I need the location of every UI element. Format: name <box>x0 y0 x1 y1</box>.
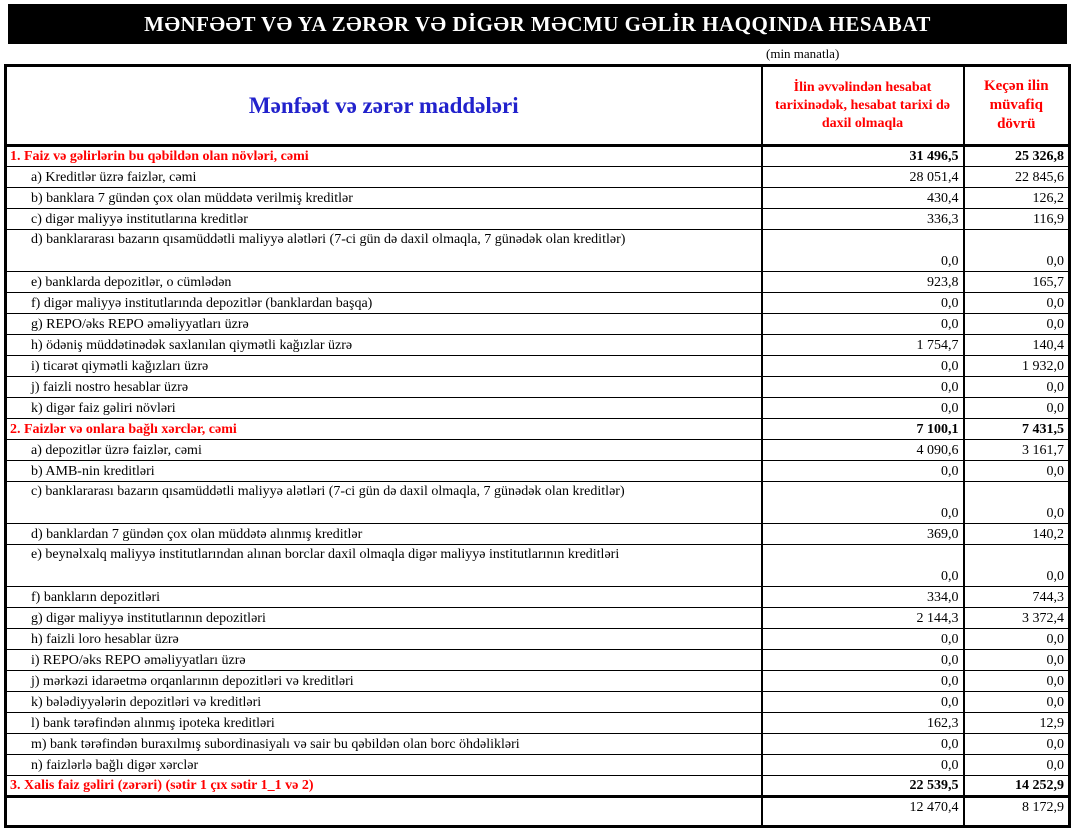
row-label: n) faizlərlə bağlı digər xərclər <box>6 755 762 776</box>
table-row <box>6 650 1070 671</box>
row-value-current-period: 22 539,5 <box>762 776 964 797</box>
table-row <box>6 272 1070 293</box>
row-label: 3. Xalis faiz gəliri (zərəri) (sətir 1 çıx sətir 1_1 və 2) <box>6 776 762 797</box>
row-label: j) faizli nostro hesablar üzrə <box>6 377 762 398</box>
table-row <box>6 671 1070 692</box>
table-row <box>6 482 1070 524</box>
row-value-previous-period: 0,0 <box>964 650 1070 671</box>
table-row <box>6 293 1070 314</box>
row-value-previous-period: 1 932,0 <box>964 356 1070 377</box>
row-label: c) digər maliyyə institutlarına kreditlər <box>6 209 762 230</box>
row-value-current-period: 0,0 <box>762 293 964 314</box>
row-value-current-period: 0,0 <box>762 650 964 671</box>
row-value-previous-period: 126,2 <box>964 188 1070 209</box>
table-row <box>6 608 1070 629</box>
report-title: MƏNFƏƏT VƏ YA ZƏRƏR VƏ DİGƏR MƏCMU GƏLİR HAQQINDA HESABAT <box>8 4 1067 44</box>
row-value-previous-period: 3 372,4 <box>964 608 1070 629</box>
row-value-previous-period: 0,0 <box>964 545 1070 587</box>
row-value-previous-period: 25 326,8 <box>964 146 1070 167</box>
column-header-previous-period: Keçən ilin müvafiq dövrü <box>964 66 1070 146</box>
row-label: a) depozitlər üzrə faizlər, cəmi <box>6 440 762 461</box>
row-value-current-period: 336,3 <box>762 209 964 230</box>
table-row <box>6 524 1070 545</box>
row-label: h) ödəniş müddətinədək saxlanılan qiymətli kağızlar üzrə <box>6 335 762 356</box>
table-row <box>6 587 1070 608</box>
row-value-current-period: 7 100,1 <box>762 419 964 440</box>
row-value-current-period: 334,0 <box>762 587 964 608</box>
row-value-current-period: 430,4 <box>762 188 964 209</box>
table-row <box>6 377 1070 398</box>
row-label: k) bələdiyyələrin depozitləri və kreditləri <box>6 692 762 713</box>
row-label: f) digər maliyyə institutlarında depozitlər (banklardan başqa) <box>6 293 762 314</box>
row-value-previous-period: 0,0 <box>964 629 1070 650</box>
row-value-current-period: 2 144,3 <box>762 608 964 629</box>
row-label: a) Kreditlər üzrə faizlər, cəmi <box>6 167 762 188</box>
row-value-previous-period: 0,0 <box>964 461 1070 482</box>
row-value-current-period: 0,0 <box>762 461 964 482</box>
row-value-current-period: 0,0 <box>762 482 964 524</box>
row-value-current-period: 0,0 <box>762 356 964 377</box>
row-label: b) AMB-nin kreditləri <box>6 461 762 482</box>
table-row <box>6 776 1070 797</box>
row-value-previous-period: 0,0 <box>964 671 1070 692</box>
row-value-previous-period: 140,2 <box>964 524 1070 545</box>
table-row <box>6 419 1070 440</box>
row-value-previous-period: 8 172,9 <box>964 797 1070 827</box>
row-value-previous-period: 22 845,6 <box>964 167 1070 188</box>
row-label: c) banklararası bazarın qısamüddətli maliyyə alətləri (7-ci gün də daxil olmaqla, 7 günədək olan kreditlər) <box>6 482 762 524</box>
row-value-previous-period: 0,0 <box>964 377 1070 398</box>
table-row <box>6 356 1070 377</box>
row-label: k) digər faiz gəliri növləri <box>6 398 762 419</box>
row-label: g) REPO/əks REPO əməliyyatları üzrə <box>6 314 762 335</box>
table-row <box>6 146 1070 167</box>
table-row <box>6 335 1070 356</box>
table-row <box>6 461 1070 482</box>
table-row <box>6 440 1070 461</box>
table-row <box>6 692 1070 713</box>
row-value-current-period: 12 470,4 <box>762 797 964 827</box>
row-value-previous-period: 12,9 <box>964 713 1070 734</box>
row-value-current-period: 0,0 <box>762 230 964 272</box>
row-value-current-period: 0,0 <box>762 314 964 335</box>
table-row <box>6 545 1070 587</box>
row-value-previous-period: 0,0 <box>964 692 1070 713</box>
row-label: e) beynəlxalq maliyyə institutlarından alınan borclar daxil olmaqla digər maliyyə institutlarının kreditləri <box>6 545 762 587</box>
row-label: i) REPO/əks REPO əməliyyatları üzrə <box>6 650 762 671</box>
row-value-previous-period: 0,0 <box>964 755 1070 776</box>
row-value-previous-period: 165,7 <box>964 272 1070 293</box>
column-header-items: Mənfəət və zərər maddələri <box>6 66 762 146</box>
row-label: 2. Faizlər və onlara bağlı xərclər, cəmi <box>6 419 762 440</box>
row-value-previous-period: 0,0 <box>964 293 1070 314</box>
row-value-previous-period: 0,0 <box>964 314 1070 335</box>
row-value-current-period: 0,0 <box>762 734 964 755</box>
table-row <box>6 167 1070 188</box>
table-header-row <box>6 66 1070 146</box>
row-label: m) bank tərəfindən buraxılmış subordinasiyalı və sair bu qəbildən olan borc öhdəlikləri <box>6 734 762 755</box>
row-value-current-period: 923,8 <box>762 272 964 293</box>
row-value-previous-period: 0,0 <box>964 482 1070 524</box>
row-value-current-period: 0,0 <box>762 671 964 692</box>
row-value-current-period: 0,0 <box>762 377 964 398</box>
row-value-current-period: 162,3 <box>762 713 964 734</box>
table-row <box>6 230 1070 272</box>
row-value-current-period: 0,0 <box>762 629 964 650</box>
row-value-previous-period: 744,3 <box>964 587 1070 608</box>
table-row <box>6 314 1070 335</box>
row-label: i) ticarət qiymətli kağızları üzrə <box>6 356 762 377</box>
row-value-previous-period: 7 431,5 <box>964 419 1070 440</box>
report-table-body <box>6 146 1070 827</box>
table-row <box>6 797 1070 827</box>
row-value-current-period: 4 090,6 <box>762 440 964 461</box>
row-value-current-period: 369,0 <box>762 524 964 545</box>
table-row <box>6 713 1070 734</box>
table-row <box>6 209 1070 230</box>
row-label: b) banklara 7 gündən çox olan müddətə verilmiş kreditlər <box>6 188 762 209</box>
row-value-current-period: 1 754,7 <box>762 335 964 356</box>
row-value-previous-period: 0,0 <box>964 734 1070 755</box>
unit-note: (min manatla) <box>766 46 840 61</box>
report-table <box>4 64 1071 828</box>
table-row <box>6 188 1070 209</box>
row-value-current-period: 31 496,5 <box>762 146 964 167</box>
row-value-previous-period: 3 161,7 <box>964 440 1070 461</box>
row-value-previous-period: 116,9 <box>964 209 1070 230</box>
row-value-current-period: 0,0 <box>762 755 964 776</box>
table-row <box>6 398 1070 419</box>
row-label <box>6 797 762 827</box>
row-label: h) faizli loro hesablar üzrə <box>6 629 762 650</box>
row-label: l) bank tərəfindən alınmış ipoteka kreditləri <box>6 713 762 734</box>
row-label: e) banklarda depozitlər, o cümlədən <box>6 272 762 293</box>
row-value-current-period: 0,0 <box>762 545 964 587</box>
row-label: d) banklardan 7 gündən çox olan müddətə alınmış kreditlər <box>6 524 762 545</box>
table-row <box>6 629 1070 650</box>
row-value-previous-period: 14 252,9 <box>964 776 1070 797</box>
row-value-previous-period: 0,0 <box>964 398 1070 419</box>
row-label: j) mərkəzi idarəetmə orqanlarının depozitləri və kreditləri <box>6 671 762 692</box>
row-label: 1. Faiz və gəlirlərin bu qəbildən olan növləri, cəmi <box>6 146 762 167</box>
row-label: d) banklararası bazarın qısamüddətli maliyyə alətləri (7-ci gün də daxil olmaqla, 7 günədək olan kreditlər) <box>6 230 762 272</box>
table-row <box>6 734 1070 755</box>
row-value-previous-period: 0,0 <box>964 230 1070 272</box>
row-value-current-period: 0,0 <box>762 692 964 713</box>
row-value-previous-period: 140,4 <box>964 335 1070 356</box>
row-value-current-period: 28 051,4 <box>762 167 964 188</box>
table-row <box>6 755 1070 776</box>
row-label: f) bankların depozitləri <box>6 587 762 608</box>
column-header-current-period: İlin əvvəlindən hesabat tarixinədək, hesabat tarixi də daxil olmaqla <box>762 66 964 146</box>
row-label: g) digər maliyyə institutlarının depozitləri <box>6 608 762 629</box>
row-value-current-period: 0,0 <box>762 398 964 419</box>
